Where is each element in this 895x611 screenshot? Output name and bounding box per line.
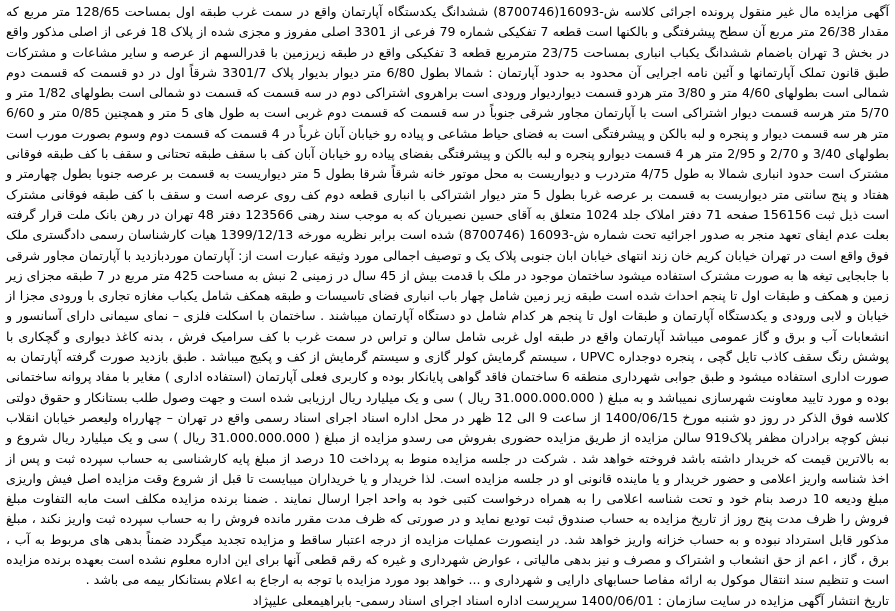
notice-body-text: آگهی مزایده مال غیر منقول پرونده اجرائی کلاسه ش-16093(8700746) ششدانگ یکدستگاه آپارتمان واقع در سمت غرب طبقه اول بمساحت 128/65 متر مربع که مقدار 26/38 متر مربع آن سطح پیشرفتگی و بالکنها است قطعه 7 تفکیکی شماره 79 فرعی از 3301 اصلی مفروز و مجزی شده از پلاک 18 فرعی از اصلی مذکور واقع در بخش 3 تهران باضمام ششدانگ یکباب انباری بمساحت 23/75 مترمربع قطعه 3 تفکیکی واقع در طبقه زیرزمین با قدرالسهم از عرصه و سایر مشاعات و مشترکات طبق قانون تملک آپارتمانها و آئین نامه اجرایی آن محدود به حدود آپارتمان : شمالا بطول 6/80 متر دیوار بدیوار پلاک 3301/7 شرقاً اول در دو قسمت که قسمت دوم شمالی است بطولهای 4/60 متر و 3/80 متر هردو قسمت دیواردیوار ورودی است براهروی اشتراکی دوم در سه قسمت که قسمت دو شمالی است بطولهای 1/82 متر و 5/70 متر هرسه قسمت دیوار اشتراکی است با آپارتمان مجاور شرقی جنوباً در سه قسمت که قسمت دوم غربی است به طول های 5 متر و همچنین 0/85 متر و 6/60 متر هر سه قسمت دیوار و پنجره و لبه بالکن و پیشرفتگی است به فضای حیاط مشاعی و پیاده رو خیابان آبان غرباً در 4 قسمت که قسمت دوم وسوم بصورت مورب است بطولهای 3/40 و 2/70 و 2/95 متر هر 4 قسمت دیوارو پنجره و لبه بالکن و پیشرفتگی بفضای پیاده رو خیابان آبان کف با سقف طبقه تحتانی و سقف با کف طبقه فوقانی مشترک است حدود انباری شمالا به طول 4/75 متردرب و دیواریست به محل موتور خانه شرقاً شرقا بطول 5 متر دیواریست به قسمت بر عرصه جنوبا بطول چهارمتر و هفتاد و پنج سانتی متر دیواریست به قسمت بر عرصه غربا بطول 5 متر دیوار اشتراکی با انباری قطعه دوم کف روی عرصه است و سقف با کف طبقه فوقانی مشترک است ذیل ثبت 156156 صفحه 71 دفتر املاک جلد 1024 متعلق به آقای حسین نصیریان که به موجب سند رهنی 123566 دفتر 48 تهران در رهن بانک ملت قرار گرفته بعلت عدم ایفای تعهد منجر به صدور اجرائیه تحت شماره ش-16093 (8700746) شده است برابر نظریه مورخه 1399/12/13 هیات کارشناسان رسمی دادگستری ملک فوق واقع است در تهران خیابان کریم خان زند انتهای خیابان ابان جنوبی پلاک یک و توصیف اجمالی مورد وثیقه عبارت است از: آپارتمان موردبازدید با آپارتمان مجاور شرقی با جابجایی تیغه ها به صورت مشترک استفاده میشود ساختمان موجود در ملک با قدمت بیش از 45 سال در زمینی 2 نبش به مساحت 425 متر مربع در 7 طبقه مجزای زیر زمین و همکف و طبقات اول تا پنجم احداث شده است طبقه زیر زمین شامل چهار باب انباری فضای تاسیسات و طبقه همکف شامل یکباب مغازه تجاری با ورودی مجزا از خیابان و لابی ورودی و یکدستگاه آپارتمان و طبقات اول تا پنجم هر کدام شامل دو دستگاه آپارتمان میباشند . ساختمان با اسکلت فلزی – نمای سیمانی دارای آسانسور و انشعابات آب و برق و گاز عمومی میباشد آپارتمان واقع در طبقه اول غربی شامل سالن و تراس در سمت غرب با کف سرامیک فرش ، بدنه کاغذ دیواری و گچکاری با پوشش رنگ سقف کاذب تایل گچی ، پنجره دوجداره UPVC ، سیستم گرمایش کولر گازی و سیستم گرمایش از کف و پکیج میباشد . طبق بازدید صورت گرفته آپارتمان به صورت اداری استفاده میشود و طبق جوابی شهرداری منطقه 6 ساختمان فاقد گواهی پایانکار بوده و کاربری فعلی آپارتمان (استفاده اداری ) مغایر با مفاد پروانه ساختمانی بوده و مورد تایید معاونت شهرسازی نمیباشد و به مبلغ ( 31.000.000.000 ریال ) سی و یک میلیارد ریال ارزیابی شده است و جهت وصول طلب بستانکار و حقوق دولتی کلاسه فوق الذکر در روز دو شنبه مورخ 1400/06/15 از ساعت 9 الی 12 ظهر در محل اداره اسناد اجرای اسناد رسمی واقع در تهران – چهارراه ولیعصر خیابان انقلاب نبش کوچه برادران مظفر پلاک919 سالن مزایده از طریق مزایده حضوری بفروش می رسدو مزایده از مبلغ ( 31.000.000.000 ریال ) سی و یک میلیارد ریال شروع و به بالاترین قیمت که خریدار داشته باشد فروخته خواهد شد . شرکت در جلسه مزایده منوط به پرداخت 10 درصد از مبلغ پایه کارشناسی به حساب سپرده ثبت و پس از اخذ شناسه واریز اعلامی و حضور خریدار و یا ماینده قانونی او در جلسه مزایده است. لذا خریدار و یا خریداران میبایست تا قبل از شروع وقت مزایده اصل فیش واریزی مبلغ ودیعه 10 درصد بنام خود و تحت شناسه اعلامی را به همراه درخواست کتبی خود به واحد اجرا ارسال نمایند . ضمنا برنده مزایده مکلف است مابه التفاوت مبلغ فروش را ظرف مدت پنج روز از تاریخ مزایده به حساب صندوق ثبت تودیع نماید و در صورتی که ظرف مدت مقرر مانده فروش را به حساب سپرده ثبت واریز نکند ، مبلغ مذکور قابل استرداد نبوده و به حساب خزانه واریز خواهد شد. در اینصورت عملیات مزایده از درجه اعتبار ساقط و مزایده تجدید میگردد ضمناً بدهی های مربوط به آب ، برق ، گاز ، اعم از حق انشعاب و اشتراک و مصرف و نیز بدهی مالیاتی ، عوارض شهرداری و غیره که رقم قطعی آنها برای این اداره معلوم نشده است بعهده برنده مزایده است و تنظیم سند انتقال موکول به ارائه مفاصا حسابهای دارایی و شهرداری و ... خواهد بود مورد مزایده با توجه به ارجاع به اعلام بستانکار بیمه می باشد . xyxy=(6,4,890,588)
notice-footer-text: تاریخ انتشار آگهی مزایده در سایت سازمان : 1400/06/01 سرپرست اداره اسناد اجرای اسناد رسمی- بابراهیمعلی علیپژاد xyxy=(252,592,889,608)
